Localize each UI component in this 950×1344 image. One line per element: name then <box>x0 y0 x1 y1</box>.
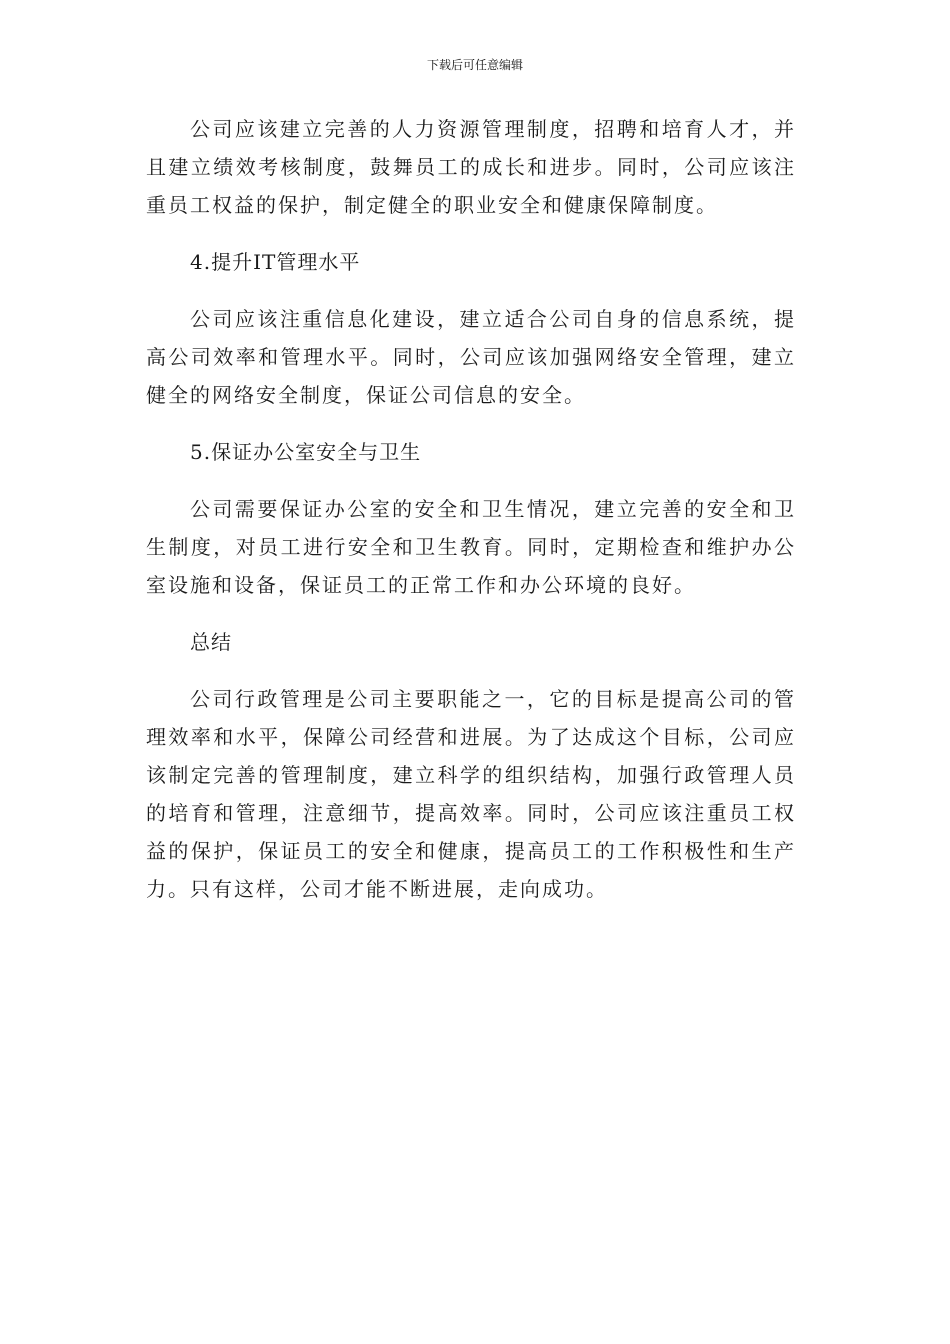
paragraph-hr-management: 公司应该建立完善的人力资源管理制度，招聘和培育人才，并且建立绩效考核制度，鼓舞员工的成长和进步。同时，公司应该注重员工权益的保护，制定健全的职业安全和健康保障制度。 <box>146 117 796 217</box>
paragraph-it-management: 公司应该注重信息化建设，建立适合公司自身的信息系统，提高公司效率和管理水平。同时，公司应该加强网络安全管理，建立健全的网络安全制度，保证公司信息的安全。 <box>146 307 796 407</box>
paragraph-office-safety: 公司需要保证办公室的安全和卫生情况，建立完善的安全和卫生制度，对员工进行安全和卫生教育。同时，定期检查和维护办公室设施和设备，保证员工的正常工作和办公环境的良好。 <box>146 497 796 597</box>
section-heading-summary: 总结 <box>190 630 232 654</box>
section-heading-office-safety: 5.保证办公室安全与卫生 <box>190 440 422 464</box>
document-body <box>146 110 796 927</box>
page-header-note: 下载后可任意编辑 <box>426 58 523 72</box>
paragraph-summary: 公司行政管理是公司主要职能之一，它的目标是提高公司的管理效率和水平，保障公司经营和进展。为了达成这个目标，公司应该制定完善的管理制度，建立科学的组织结构，加强行政管理人员的培育和管理，注意细节，提高效率。同时，公司应该注重员工权益的保护，保证员工的安全和健康，提高员工的工作积极性和生产力。只有这样，公司才能不断进展，走向成功。 <box>146 687 796 901</box>
section-heading-it-management: 4.提升IT管理水平 <box>190 250 361 274</box>
